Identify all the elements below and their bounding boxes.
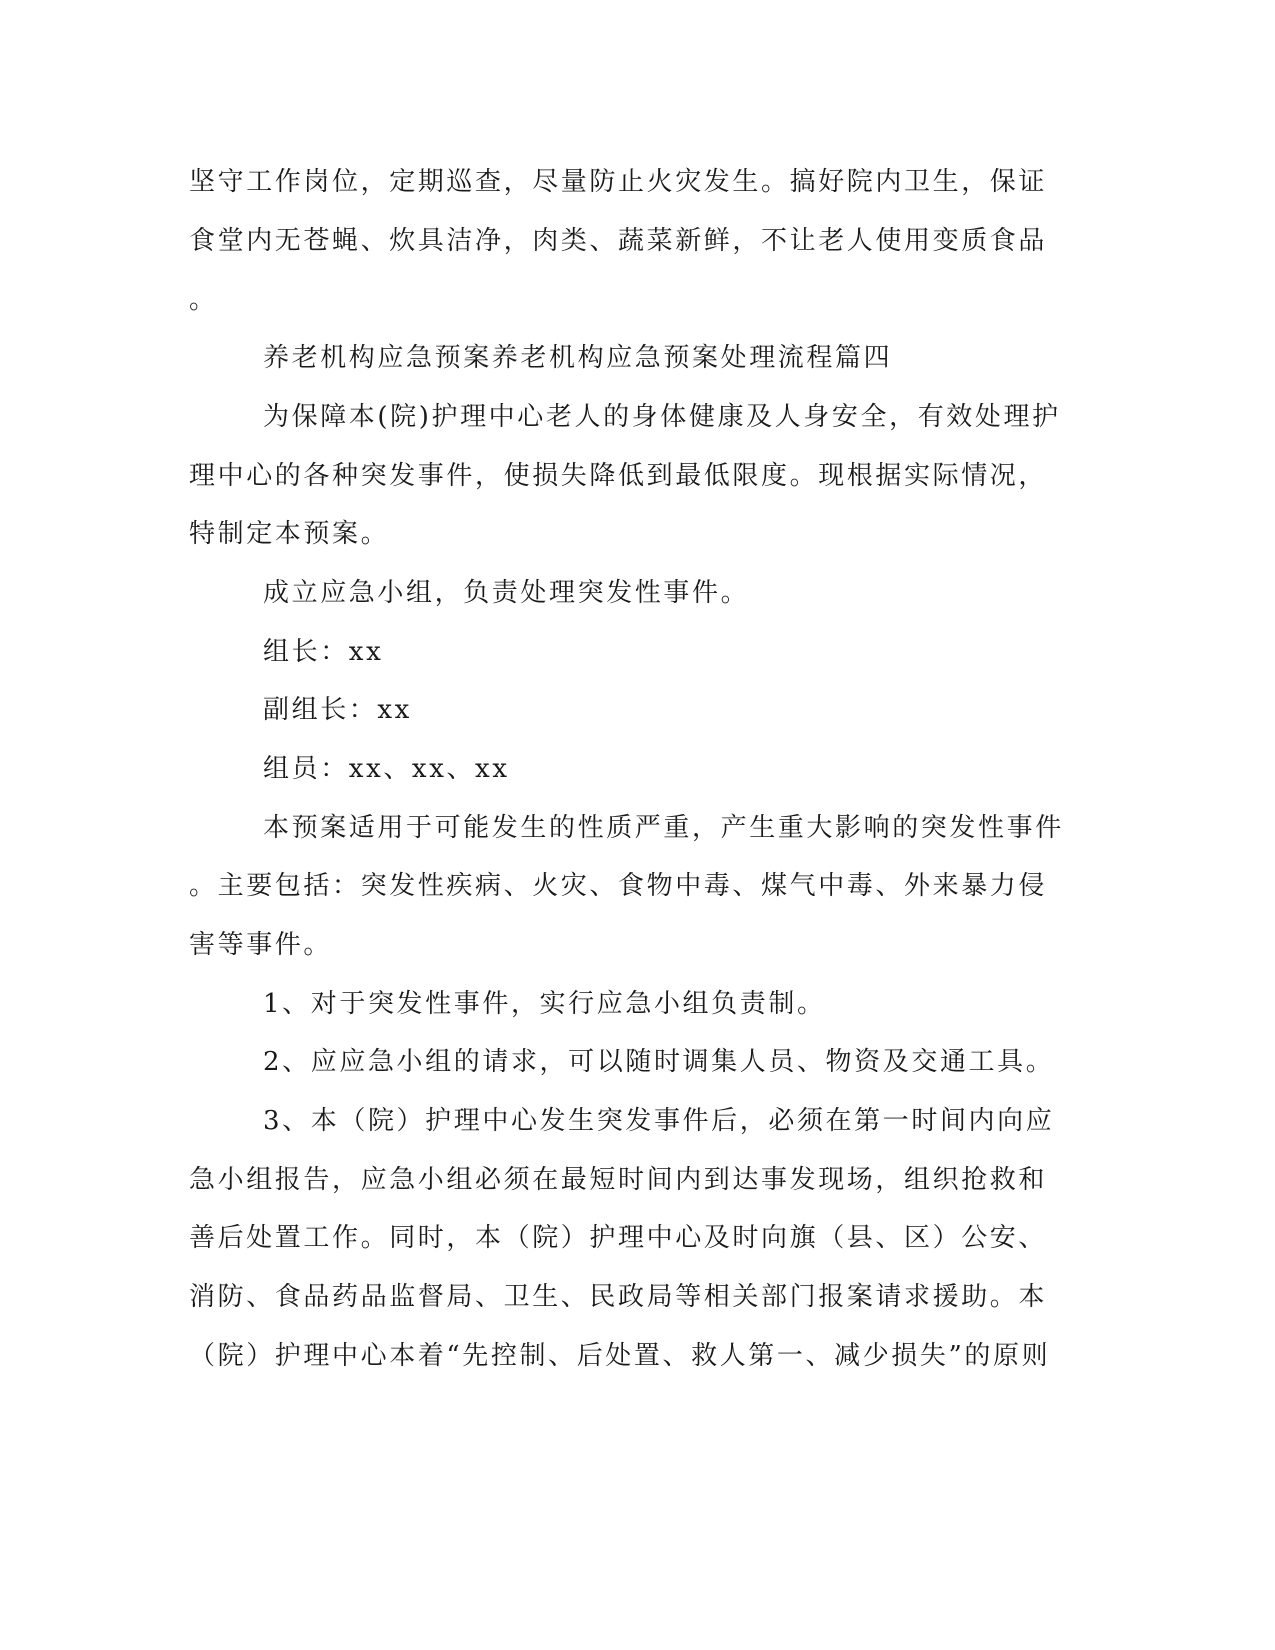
text-line: 害等事件。 (189, 930, 333, 960)
text-line: 。主要包括：突发性疾病、火灾、食物中毒、煤气中毒、外来暴力侵 (189, 871, 1048, 901)
list-item: 2、应应急小组的请求，可以随时调集人员、物资及交通工具。 (263, 1047, 1055, 1077)
text-line: 善后处置工作。同时，本（院）护理中心及时向旗（县、区）公安、 (189, 1223, 1048, 1253)
text-line: 理中心的各种突发事件，使损失降低到最低限度。现根据实际情况， (189, 461, 1048, 491)
text-line: 坚守工作岗位，定期巡查，尽量防止火灾发生。搞好院内卫生，保证 (189, 167, 1048, 197)
text-line: 为保障本(院)护理中心老人的身体健康及人身安全，有效处理护 (263, 402, 1061, 432)
text-line: 成立应急小组，负责处理突发性事件。 (263, 578, 750, 608)
text-line: 特制定本预案。 (189, 519, 390, 549)
text-line: 本预案适用于可能发生的性质严重，产生重大影响的突发性事件 (263, 813, 1064, 843)
text-line: 消防、食品药品监督局、卫生、民政局等相关部门报案请求援助。本 (189, 1282, 1048, 1312)
text-line: 急小组报告，应急小组必须在最短时间内到达事发现场，组织抢救和 (189, 1165, 1048, 1195)
text-line: 组长：xx (263, 637, 384, 667)
section-heading: 养老机构应急预案养老机构应急预案处理流程篇四 (263, 343, 893, 373)
text-line: 食堂内无苍蝇、炊具洁净，肉类、蔬菜新鲜，不让老人使用变质食品 (189, 226, 1048, 256)
list-item: 1、对于突发性事件，实行应急小组负责制。 (263, 989, 826, 1019)
text-line: 副组长：xx (263, 695, 412, 725)
text-line: （院）护理中心本着“先控制、后处置、救人第一、减少损失”的原则 (189, 1341, 1051, 1371)
text-line: 。 (189, 285, 218, 315)
text-line: 组员：xx、xx、xx (263, 754, 510, 784)
list-item: 3、本（院）护理中心发生突发事件后，必须在第一时间内向应 (263, 1106, 1055, 1136)
